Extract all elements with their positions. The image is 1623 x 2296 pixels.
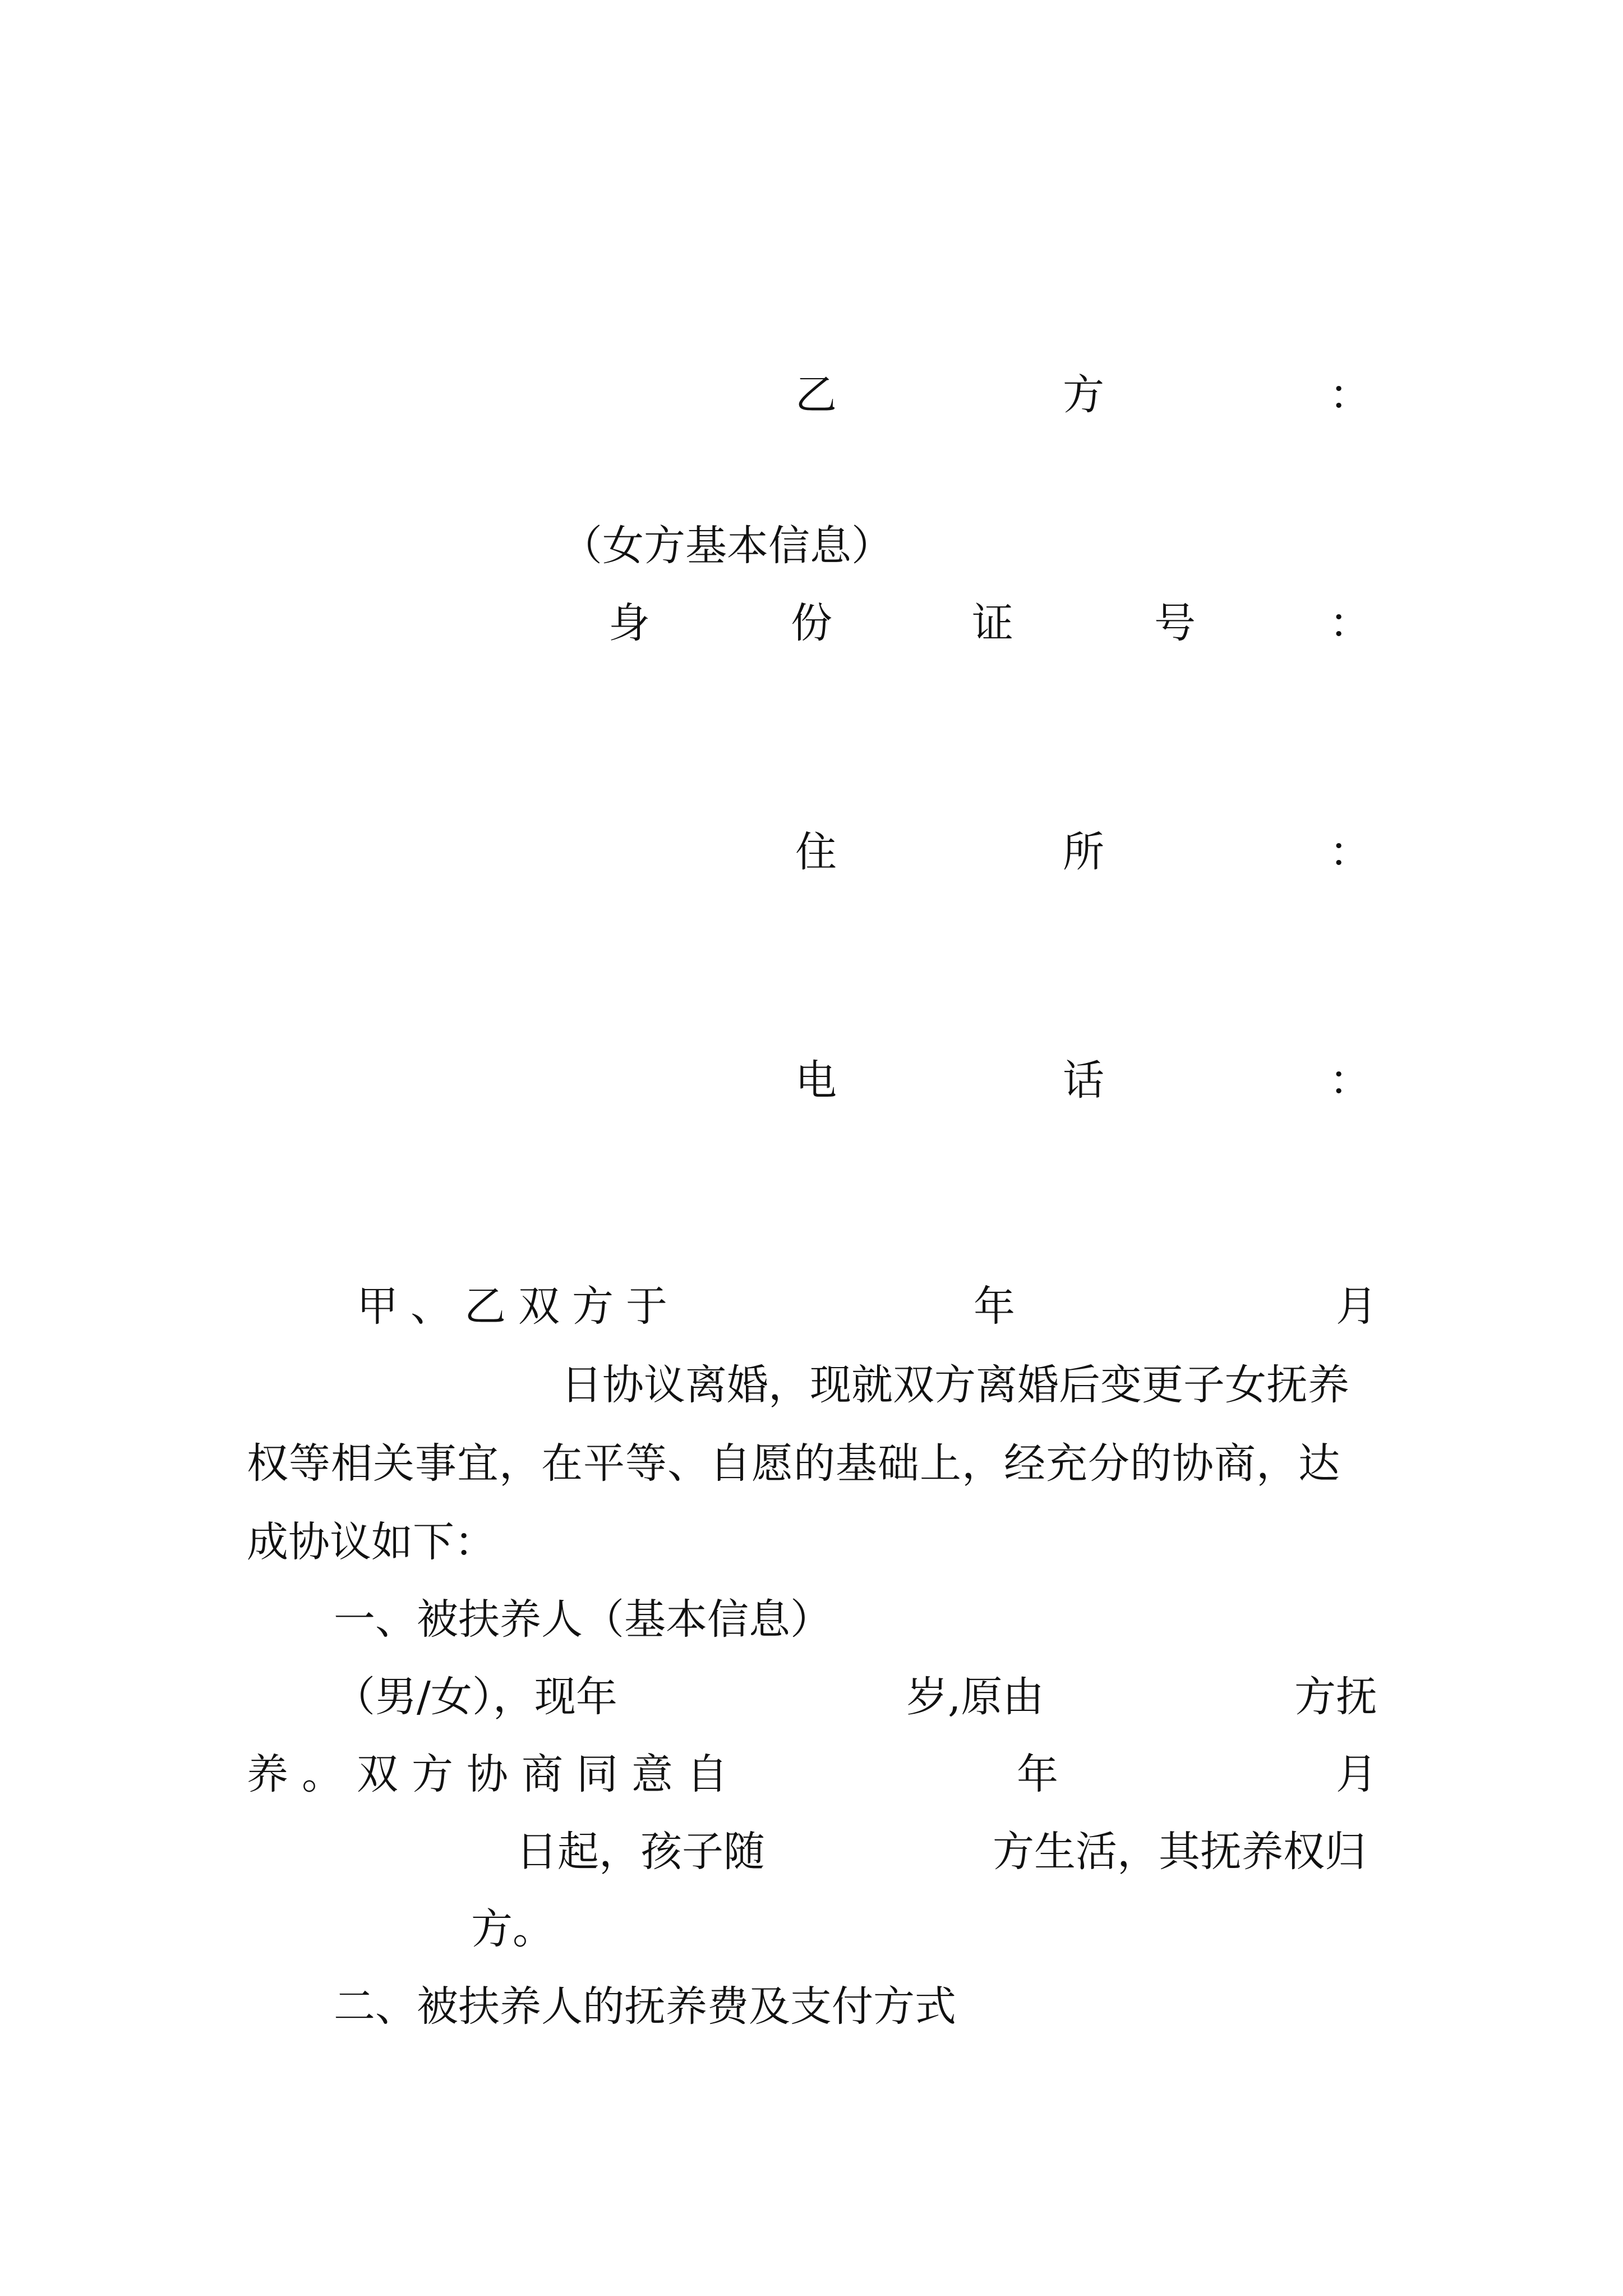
intro-line-4: 成协议如下： xyxy=(247,1518,496,1566)
phone-char-2: 话 xyxy=(1063,1056,1104,1105)
section-1-line-2-month: 月 xyxy=(1336,1750,1377,1798)
intro-line-2: 日协议离婚，现就双方离婚后变更子女抚养 xyxy=(561,1361,1349,1409)
section-1-line-1-gender-age: （男/女），现年 xyxy=(334,1673,617,1721)
party-b-colon: ： xyxy=(1329,371,1371,419)
id-number-colon: ： xyxy=(1329,599,1371,647)
id-number-char-1: 身 xyxy=(608,599,650,647)
id-number-char-2: 份 xyxy=(791,599,832,647)
phone-colon: ： xyxy=(1329,1056,1371,1105)
section-1-line-3-start: 日起，孩子随 xyxy=(516,1828,765,1876)
party-b-label-char-1: 乙 xyxy=(795,371,837,419)
intro-line-1-start: 甲、乙双方于 xyxy=(357,1282,680,1331)
party-b-label-char-2: 方 xyxy=(1063,371,1104,419)
party-b-info-note: （女方基本信息） xyxy=(561,522,893,570)
intro-line-3: 权等相关事宜，在平等、自愿的基础上，经充分的协商，达 xyxy=(247,1439,1340,1488)
intro-line-1-month: 月 xyxy=(1336,1282,1377,1331)
section-1-line-2-start: 养。双方协商同意自 xyxy=(247,1750,741,1798)
section-1-heading: 一、被扶养人（基本信息） xyxy=(334,1595,832,1644)
section-1-line-4: 方。 xyxy=(471,1905,554,1953)
intro-line-1-year: 年 xyxy=(974,1282,1015,1331)
address-char-1: 住 xyxy=(795,828,837,876)
section-2-heading: 二、被扶养人的抚养费及支付方式 xyxy=(334,1982,956,2031)
phone-char-1: 电 xyxy=(795,1056,837,1105)
address-colon: ： xyxy=(1329,828,1371,876)
section-1-line-3-end: 方生活，其抚养权归 xyxy=(993,1828,1366,1876)
address-char-2: 所 xyxy=(1063,828,1104,876)
id-number-char-3: 证 xyxy=(972,599,1013,647)
id-number-char-4: 号 xyxy=(1154,599,1196,647)
section-1-line-2-year: 年 xyxy=(1017,1750,1058,1798)
section-1-line-1-raised-by: 岁,原由 xyxy=(906,1673,1044,1721)
section-1-line-1-end: 方抚 xyxy=(1294,1673,1377,1721)
